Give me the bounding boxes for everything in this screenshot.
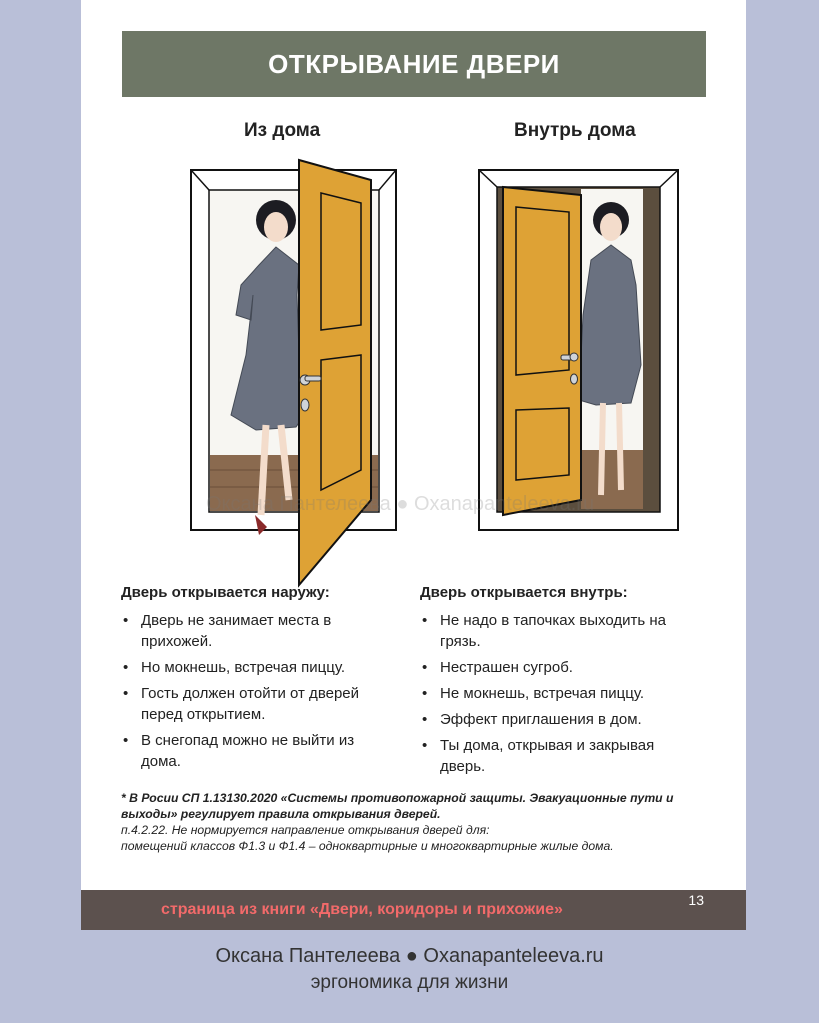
heading-into-home: Внутрь дома (514, 120, 636, 141)
footnote-line-2: п.4.2.22. Не нормируется направление открывания дверей для: (121, 823, 490, 837)
list-item: • Не мокнешь, встречая пиццу. (420, 683, 690, 704)
door-opens-outward-illustration (181, 155, 406, 590)
footer-book-title: страница из книги «Двери, коридоры и прихожие» (161, 901, 563, 918)
page-number: 13 (688, 892, 704, 908)
credit-line-2: эргономика для жизни (310, 972, 509, 993)
footnote-line-1: * В Росии СП 1.13130.2020 «Системы противопожарной защиты. Эвакуационные пути и выходы» регулирует правила открывания дверей. (121, 791, 674, 821)
outward-list-title: Дверь открывается наружу: (121, 584, 330, 601)
footnote (121, 790, 701, 854)
list-item: • Не надо в тапочках выходить на грязь. (420, 610, 690, 652)
credit-line-1: Оксана Пантелеева ● Oxanapanteleeva.ru (215, 945, 604, 967)
list-item: • Нестрашен сугроб. (420, 657, 690, 678)
watermark: Оксана Пантелеева ● Oxanapanteleeva.ru (206, 493, 595, 515)
list-item: • В снегопад можно не выйти из дома. (121, 730, 391, 772)
heading-from-home: Из дома (244, 120, 321, 141)
list-item: • Дверь не занимает места в прихожей. (121, 610, 391, 652)
inward-list (420, 584, 690, 782)
outward-list (121, 584, 391, 777)
list-item: • Эффект приглашения в дом. (420, 709, 690, 730)
book-page (81, 0, 746, 930)
door-opens-inward-illustration (471, 165, 686, 535)
inward-list-title: Дверь открывается внутрь: (420, 584, 628, 601)
list-item: • Но мокнешь, встречая пиццу. (121, 657, 391, 678)
page-title: ОТКРЫВАНИЕ ДВЕРИ (122, 31, 706, 97)
footer-bar (81, 890, 746, 930)
list-item: • Гость должен отойти от дверей перед открытием. (121, 683, 391, 725)
footnote-line-3: помещений классов Ф1.3 и Ф1.4 – одноквартирные и многоквартирные жилые дома. (121, 839, 614, 853)
list-item: • Ты дома, открывая и закрывая дверь. (420, 735, 690, 777)
